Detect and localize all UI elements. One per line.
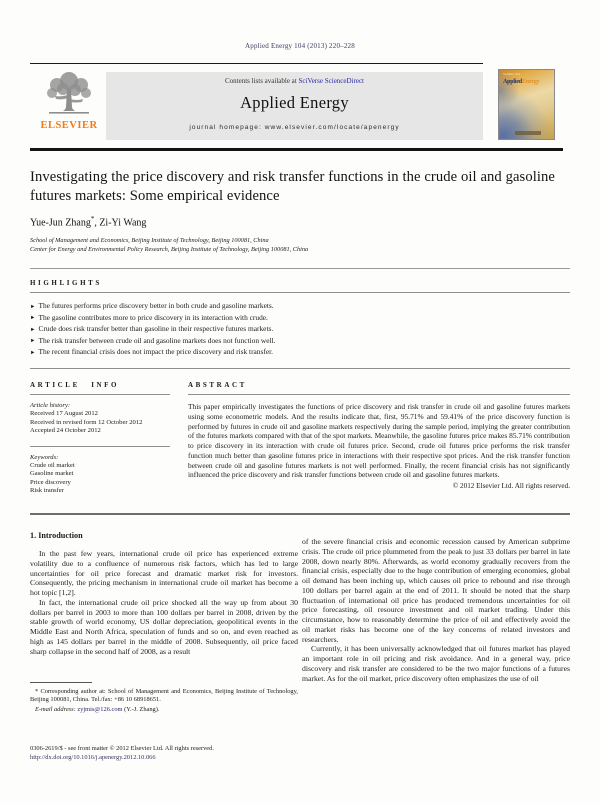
cover-volume-text: Volume 104 [503,72,520,76]
bullet-arrow-icon: ► [30,326,36,333]
highlight-item [30,313,570,325]
banner-bottom-rule [30,148,563,151]
highlight-text: The recent financial crisis does not impact the price discovery and risk transfer. [38,347,274,357]
body-paragraph: of the severe financial crisis and economic recession caused by American subprime crisis. The crude oil price plummeted from the peak to just 33 dollars per barrel in late 2008, down nearly 80%. Afterwards, as world economy gradually recovers from the financial crisis, especially due to the huge contribution of emerging economies, global oil demand has been inching up, which causes oil price to rebound and rise through 100 dollars per barrel again at the end of 2011. It should be noted that the sharp fluctuation of international oil price has produced tremendous uncertainties for oil price forecasting, oil resource investment and oil market trading. Under this circumstance, how to reasonably determine the price of oil and effectively avoid the oil market risks has become one of the key concerns of related investors and researchers. [302,537,570,644]
article-info-section [30,381,170,496]
keyword: Crude oil market [30,462,75,470]
history-line: Received in revised form 12 October 2012 [30,418,143,426]
cover-title-energy: Energy [521,79,540,85]
email-line [30,706,298,714]
keyword: Risk transfer [30,487,64,495]
elsevier-wordmark: ELSEVIER [40,120,98,131]
body-paragraph: Currently, it has been universally acknowledged that oil futures market has played an important role in oil pricing and risk avoidance. And in a general way, price discovery and risk transfer are considered to be the two major functions of a futures market. As for the oil market, price discovery often emphasizes the use of oil [302,644,570,683]
highlights-heading-rule [30,292,570,293]
abstract-section [188,381,570,490]
cover-title [503,79,539,85]
history-line: Received 17 August 2012 [30,410,98,418]
banner-top-rule [30,63,483,64]
correspondence-text [30,688,298,705]
author-1: Yue-Jun Zhang [30,217,91,229]
affiliation-line: Center for Energy and Environmental Policy Research, Beijing Institute of Technology, Beijing 100081, China [30,245,309,253]
elsevier-tree-icon [32,69,106,119]
body-paragraph: In fact, the international crude oil price shocked all the way up from about 30 dollars per barrel in 2003 to more than 100 dollars per barrel in 2008, driven by the stable growth of world economy, US dollar depreciation, geopolitical events in the Middle East and North Africa, speculation of funds and so on, and even reached as high as 145 dollars per barrel in the middle of 2008. Subsequently, oil price faced sharp collapse in the second half of 2008, as a result [30,597,298,656]
issn-copyright-line: 0306-2619/$ - see front matter © 2012 Elsevier Ltd. All rights reserved. [30,745,214,752]
page-footer [30,744,570,762]
cover-title-applied: Applied [503,79,522,85]
journal-title: Applied Energy [240,93,349,112]
title-block [30,168,570,255]
affiliation-line: School of Management and Economics, Beijing Institute of Technology, Beijing 100081, China [30,237,269,245]
body-paragraph: In the past few years, international crude oil price has experienced extreme volatility due to a confluence of numerous risk factors, which has led to large uncertainties for oil price forecast and dramatic market risk for investors. Consequently, the pricing mechanism in international crude oil market has become a hot topic [1,2]. [30,549,298,597]
article-history-label: Article history: [30,402,71,409]
abstract-heading: ABSTRACT [188,381,247,389]
footnote-rule [30,682,92,683]
journal-banner [106,72,483,140]
abstract-text: This paper empirically investigates the functions of price discovery and risk transfer in crude oil and gasoline futures markets using some econometric models. And the results indicate that, first, 95.71% and 59.41% of the price discovery function is performed by futures in crude oil and gasoline markets respectively during the sample period, implying the greater contribution of the futures markets compared with that of the spot markets. Meanwhile, the gasoline futures price makes 85.71% contribution to price discovery in its interaction with crude oil futures price. Second, crude oil futures price performs the risk transfer function much better than gasoline futures price in interactions with their respective spot prices. And the risk transfer function between crude oil and gasoline futures markets is not well performed. Finally, the recent financial crisis has not significantly influenced the price discovery and risk transfer functions between crude oil and gasoline futures markets. [188,402,570,480]
authors-line [30,215,570,228]
highlight-item [30,301,570,313]
highlights-list [30,301,570,359]
highlight-item [30,336,570,348]
journal-cover-thumbnail[interactable] [498,69,555,140]
highlight-text: The risk transfer between crude oil and gasoline markets does not function well. [38,335,276,345]
contents-line [106,77,483,85]
article-title: Investigating the price discovery and risk transfer functions in the crude oil and gasoline futures markets: Some empirical evidence [30,169,555,204]
article-info-heading-rule [30,394,170,395]
article-info-heading: ARTICLE INFO [30,381,120,389]
keywords-separator-rule [30,446,170,447]
body-column-right [302,537,570,683]
email-label: E-mail address: [35,705,76,713]
history-line: Accepted 24 October 2012 [30,427,101,435]
keyword: Price discovery [30,478,71,486]
doi-link[interactable]: http://dx.doi.org/10.1016/j.apenergy.2012.10.066 [30,754,156,761]
highlights-section [30,279,570,369]
highlight-text: Crude does risk transfer better than gasoline in their respective futures markets. [38,324,274,334]
abstract-copyright: © 2012 Elsevier Ltd. All rights reserved. [452,482,570,490]
body-column-left [30,531,298,656]
journal-homepage-link[interactable]: journal homepage: www.elsevier.com/locate/apenergy [189,124,400,131]
section-1-heading: 1. Introduction [30,531,83,540]
bullet-arrow-icon: ► [30,349,36,356]
correspondence-footnote [30,682,298,714]
affiliations [30,237,570,254]
sciencedirect-link[interactable]: SciVerse ScienceDirect [298,77,364,85]
keywords-label: Keywords: [30,453,59,461]
keyword: Gasoline market [30,470,74,478]
email-link[interactable]: zyjmis@126.com [77,705,123,713]
highlight-item [30,347,570,359]
cover-bottom-bar [515,131,541,135]
abstract-heading-rule [188,394,570,395]
running-head: Applied Energy 104 (2013) 220–228 [245,42,355,50]
abstract-bottom-rule [30,513,570,515]
author-2: , Zi-Yi Wang [94,217,147,229]
bullet-arrow-icon: ► [30,303,36,310]
email-suffix: (Y.-J. Zhang). [122,705,160,713]
elsevier-logo [32,69,106,143]
highlight-text: The futures performs price discovery better in both crude and gasoline markets. [38,301,274,310]
corresponding-author-marker: * [90,215,95,223]
contents-prefix: Contents lists available at [225,77,299,85]
highlights-bottom-rule [30,368,570,369]
highlight-item [30,324,570,336]
highlight-text: The gasoline contributes more to price discovery in its interaction with crude. [38,312,268,322]
correspondence-body: * Corresponding author at: School of Management and Economics, Beijing Institute of Technology, Beijing 100081, China. Tel./fax: +86 10 68918651. [30,688,298,704]
bullet-arrow-icon: ► [30,338,36,345]
highlights-heading: HIGHLIGHTS [30,279,102,287]
title-separator-rule [30,268,570,269]
bullet-arrow-icon: ► [30,315,36,322]
